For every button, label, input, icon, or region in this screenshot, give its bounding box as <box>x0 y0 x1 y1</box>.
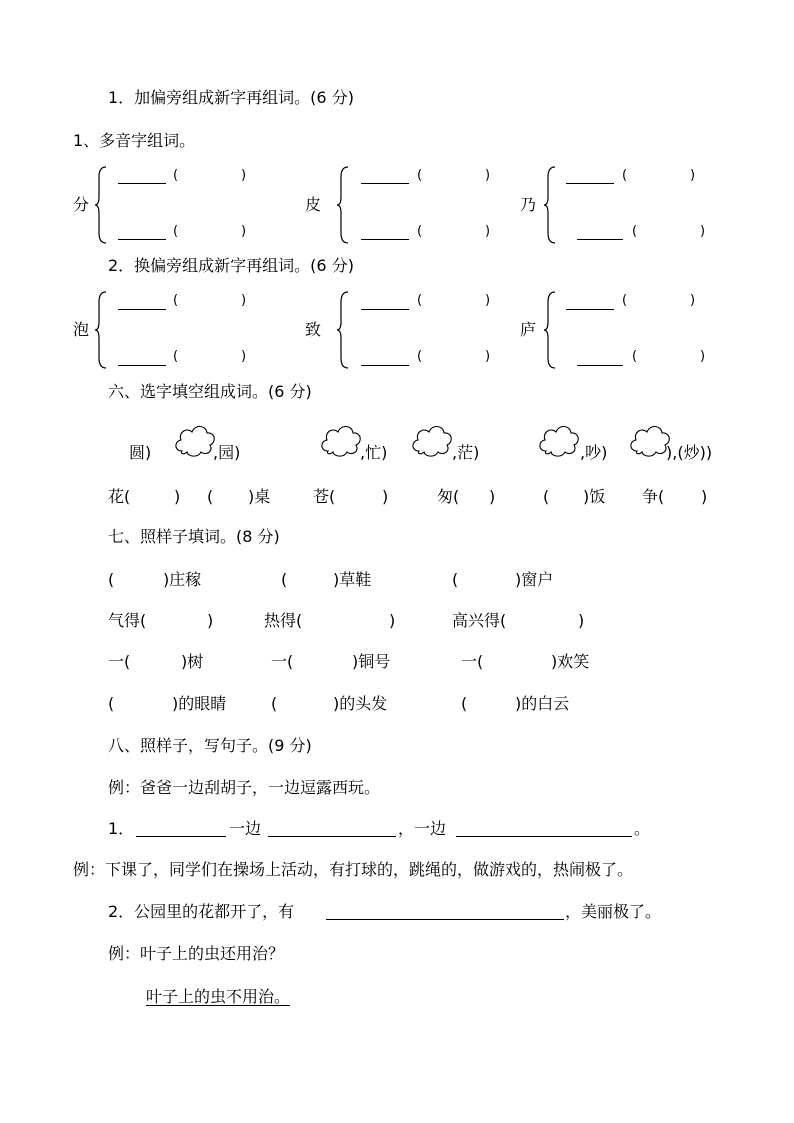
brace-icon <box>543 290 557 370</box>
sentence-number: 1． <box>108 819 135 838</box>
answer-blank[interactable] <box>268 836 396 837</box>
q2-title: 2．换偏旁组成新字再组词。(6 分) <box>108 256 354 275</box>
choice-text: ,吵) <box>580 443 608 462</box>
paren-close: ) <box>241 224 247 239</box>
fill-text: 争( <box>642 487 665 506</box>
q7-text: 热得( <box>264 611 303 630</box>
q7-text: 高兴得( <box>452 611 507 630</box>
swap-char: 庐 <box>520 320 537 339</box>
paren-open: ( <box>417 349 423 364</box>
paren-open: ( <box>173 224 179 239</box>
q7-text: ( <box>281 570 288 589</box>
paren-close: ) <box>485 224 491 239</box>
example-2: 例：下课了，同学们在操场上活动，有打球的，跳绳的，做游戏的，热闹极了。 <box>73 860 634 879</box>
paren-open: ( <box>417 224 423 239</box>
polyphone-char: 皮 <box>305 195 322 214</box>
choice-text: ,茫) <box>452 443 480 462</box>
polyphone-char: 乃 <box>520 195 537 214</box>
fill-text: ) <box>382 487 389 506</box>
q7-text: )树 <box>181 652 204 671</box>
fill-text: 苍( <box>313 487 336 506</box>
brace-icon <box>94 290 108 370</box>
paren-close: ) <box>690 168 696 183</box>
sentence-text: 2．公园里的花都开了，有 <box>108 902 295 921</box>
example-3-answer: 叶子上的虫不用治。 <box>146 987 291 1006</box>
paren-open: ( <box>173 349 179 364</box>
answer-blank[interactable] <box>456 836 632 837</box>
fill-text: ) <box>489 487 496 506</box>
q7-text: ) <box>389 611 396 630</box>
q7-text: )的白云 <box>515 694 570 713</box>
answer-blank[interactable] <box>361 239 409 240</box>
q7-text: ( <box>271 694 278 713</box>
fill-text: ) <box>174 487 181 506</box>
paren-close: ) <box>241 293 247 308</box>
fill-text: 花( <box>108 487 131 506</box>
answer-blank[interactable] <box>118 309 166 310</box>
swap-char: 致 <box>305 320 322 339</box>
cloud-icon[interactable] <box>409 421 455 461</box>
brace-icon <box>336 290 350 370</box>
paren-close: ) <box>700 224 706 239</box>
q7-text: )欢笑 <box>551 652 590 671</box>
cloud-icon[interactable] <box>172 421 218 461</box>
q7-text: ) <box>207 611 214 630</box>
paren-close: ) <box>241 349 247 364</box>
q1-subtitle: 1、多音字组词。 <box>73 131 196 150</box>
cloud-icon[interactable] <box>318 421 364 461</box>
sentence-text: 一边 <box>229 819 262 838</box>
paren-close: ) <box>241 168 247 183</box>
swap-char: 泡 <box>73 320 90 339</box>
paren-open: ( <box>632 224 638 239</box>
example-3: 例：叶子上的虫还用治？ <box>108 944 285 963</box>
paren-open: ( <box>417 293 423 308</box>
answer-blank[interactable] <box>361 309 409 310</box>
paren-close: ) <box>485 168 491 183</box>
paren-open: ( <box>417 168 423 183</box>
q7-text: ( <box>108 694 115 713</box>
q7-text: 气得( <box>108 611 147 630</box>
fill-text: 匆( <box>437 487 460 506</box>
q7-text: 一( <box>461 652 484 671</box>
q6-title: 六、选字填空组成词。(6 分) <box>108 382 312 401</box>
paren-open: ( <box>173 168 179 183</box>
paren-open: ( <box>622 293 628 308</box>
answer-blank[interactable] <box>566 309 614 310</box>
q7-text: ) <box>578 611 585 630</box>
choice-text: ,忙) <box>360 443 388 462</box>
q7-title: 七、照样子填词。(8 分) <box>108 527 280 546</box>
q7-text: ( <box>108 570 115 589</box>
q7-text: 一( <box>108 652 131 671</box>
q7-text: ( <box>452 570 459 589</box>
fill-text: ) <box>701 487 708 506</box>
sentence-text: ，一边 <box>398 819 447 838</box>
paren-close: ) <box>690 293 696 308</box>
fill-text: )饭 <box>583 487 606 506</box>
paren-close: ) <box>700 349 706 364</box>
cloud-icon[interactable] <box>536 421 582 461</box>
q1-title: 1．加偏旁组成新字再组词。(6 分) <box>108 88 354 107</box>
polyphone-char: 分 <box>73 195 90 214</box>
brace-icon <box>543 165 557 245</box>
q7-text: )的眼睛 <box>172 694 227 713</box>
q8-title: 八、照样子，写句子。(9 分) <box>108 736 312 755</box>
answer-blank[interactable] <box>361 365 409 366</box>
q7-text: )窗户 <box>515 570 554 589</box>
paren-open: ( <box>622 168 628 183</box>
answer-blank[interactable] <box>118 239 166 240</box>
choice-text: ),(炒)) <box>666 443 713 462</box>
example-1: 例：爸爸一边刮胡子，一边逗露西玩。 <box>108 778 381 797</box>
brace-icon <box>94 165 108 245</box>
answer-blank[interactable] <box>326 919 564 920</box>
brace-icon <box>336 165 350 245</box>
q7-text: )铜号 <box>352 652 391 671</box>
sentence-text: 。 <box>634 819 651 838</box>
fill-text: ( <box>207 487 214 506</box>
choice-text: ,园) <box>213 443 241 462</box>
answer-blank[interactable] <box>361 183 409 184</box>
answer-blank[interactable] <box>577 239 623 240</box>
answer-blank[interactable] <box>577 365 623 366</box>
answer-blank[interactable] <box>118 183 166 184</box>
answer-blank[interactable] <box>118 365 166 366</box>
answer-blank[interactable] <box>566 183 614 184</box>
q7-text: 一( <box>271 652 294 671</box>
paren-open: ( <box>632 349 638 364</box>
answer-blank[interactable] <box>136 836 226 837</box>
q7-text: )草鞋 <box>333 570 372 589</box>
paren-close: ) <box>485 349 491 364</box>
fill-text: )桌 <box>248 487 271 506</box>
fill-text: ( <box>543 487 550 506</box>
q7-text: ( <box>461 694 468 713</box>
q7-text: )庄稼 <box>163 570 202 589</box>
q7-text: )的头发 <box>333 694 388 713</box>
paren-open: ( <box>173 293 179 308</box>
choice-text: 圆) <box>129 443 152 462</box>
sentence-text: ，美丽极了。 <box>565 902 662 921</box>
paren-close: ) <box>485 293 491 308</box>
